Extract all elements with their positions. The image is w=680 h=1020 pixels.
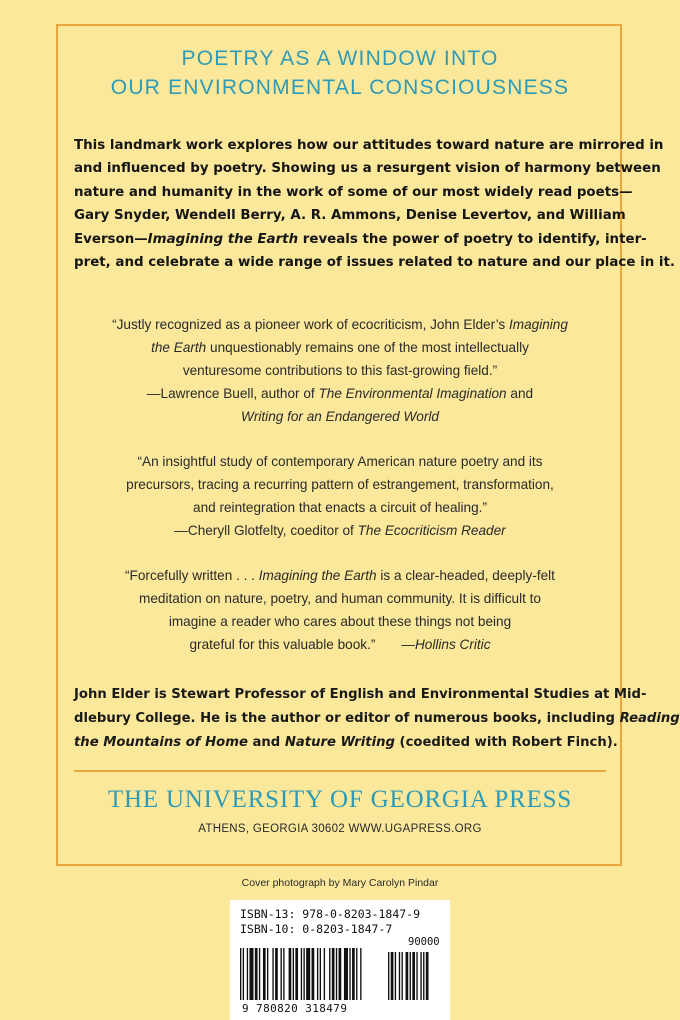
headline-line-1: POETRY AS A WINDOW INTO [181, 47, 499, 70]
ean-digits: 9 780820 318479 [242, 1002, 348, 1015]
quote-text: “Justly recognized as a pioneer work of ecocriticism, John Elder’s [112, 317, 509, 332]
barcode-bar [312, 948, 315, 1000]
publisher-name: THE UNIVERSITY OF GEORGIA PRESS [107, 786, 573, 813]
quote-text-italic: the Earth [151, 340, 207, 355]
quote-line [74, 633, 606, 656]
barcode-bar [240, 948, 241, 1000]
description-text: reveals the power of poetry to identify, inter- [298, 231, 647, 247]
barcode-bar [329, 948, 330, 1000]
barcode-bar [283, 948, 284, 1000]
quote-text: grateful for this valuable book.” [189, 637, 376, 652]
book-description [74, 134, 675, 274]
quote-line: “An insightful study of contemporary American nature poetry and its [137, 454, 543, 469]
barcode-bar [344, 948, 348, 1000]
headline [0, 44, 680, 102]
barcode-bar [360, 948, 361, 1000]
description-text: Everson— [74, 231, 148, 247]
barcode-bar [255, 948, 258, 1000]
bio-text: dlebury College. He is the author or editor of numerous books, including [74, 711, 620, 726]
quote-line: and reintegration that enacts a circuit of healing.” [193, 500, 487, 515]
isbn-13: ISBN-13: 978-0-8203-1847-9 [240, 907, 421, 921]
quote-text: —Cheryll Glotfelty, coeditor of [174, 523, 358, 538]
barcode-bar [243, 948, 244, 1000]
barcode-bar [416, 952, 417, 1000]
barcode-bar [388, 952, 389, 1000]
barcode-bar [247, 948, 248, 1000]
barcode-bar [412, 952, 415, 1000]
barcode-bar [303, 948, 304, 1000]
quote-attribution [74, 405, 606, 428]
barcode-bar [317, 948, 318, 1000]
bio-line [74, 707, 680, 731]
headline-line-2: OUR ENVIRONMENTAL CONSCIOUSNESS [110, 76, 570, 99]
barcode-bar [356, 948, 357, 1000]
barcode-bar [399, 952, 400, 1000]
description-line: This landmark work explores how our attitudes toward nature are mirrored in [74, 138, 664, 153]
barcode-bar [306, 948, 310, 1000]
divider-rule [74, 770, 606, 772]
quote-line [74, 336, 606, 359]
bio-text: (coedited with Robert Finch). [394, 735, 618, 750]
barcode-bar [426, 952, 429, 1000]
author-bio [74, 683, 680, 755]
barcode-bar [293, 948, 294, 1000]
barcode-bar [339, 948, 342, 1000]
quote-text: is a clear-headed, deeply-felt [376, 568, 555, 583]
description-line [74, 228, 647, 251]
quote-attribution [74, 519, 606, 542]
barcode-bar [336, 948, 337, 1000]
quote-line: imagine a reader who cares about these things not being [168, 614, 512, 629]
barcode-bar [324, 948, 325, 1000]
review-quote-glotfelty [74, 450, 606, 542]
barcode-bar [267, 948, 268, 1000]
quote-line [74, 564, 606, 587]
publisher-address: ATHENS, GEORGIA 30602 WWW.UGAPRESS.ORG [198, 823, 482, 835]
barcode-bar [281, 948, 282, 1000]
quote-text-italic: The Environmental Imagination [318, 386, 507, 401]
barcode-panel [230, 900, 450, 1020]
bio-text: and [247, 735, 285, 750]
quote-line: meditation on nature, poetry, and human community. It is difficult to [139, 591, 541, 606]
barcode-bar [349, 948, 350, 1000]
quote-text-italic: Writing for an Endangered World [241, 409, 439, 424]
barcode-bar [249, 948, 253, 1000]
quote-text: and [506, 386, 534, 401]
quote-text-italic: Imagining [508, 317, 568, 332]
barcode-bar [272, 948, 273, 1000]
barcode-bar [423, 952, 424, 1000]
barcode-bar [289, 948, 292, 1000]
barcode-bar [406, 952, 409, 1000]
barcode-bar [395, 952, 396, 1000]
barcode-bar [352, 948, 355, 1000]
quote-line [74, 313, 606, 336]
photo-credit: Cover photograph by Mary Carolyn Pindar [241, 877, 439, 889]
quote-attribution [74, 382, 606, 405]
barcode-bar [402, 952, 403, 1000]
description-line: nature and humanity in the work of some of our most widely read poets— [74, 184, 633, 200]
barcode-bar [391, 952, 394, 1000]
price-code: 90000 [408, 936, 440, 948]
description-line: Gary Snyder, Wendell Berry, A. R. Ammons, Denise Levertov, and William [74, 208, 626, 224]
barcode-bar [275, 948, 278, 1000]
barcode-bar [259, 948, 260, 1000]
quote-text-italic: Imagining the Earth [258, 568, 377, 583]
bio-text-italic: the Mountains of Home [74, 735, 248, 750]
book-title-italic: Imagining the Earth [147, 231, 299, 247]
barcode-bar [295, 948, 298, 1000]
isbn-10: ISBN-10: 0-8203-1847-7 [240, 922, 393, 936]
description-line: and influenced by poetry. Showing us a resurgent vision of harmony between [74, 161, 661, 177]
quote-text: unquestionably remains one of the most intellectually [206, 340, 529, 355]
barcode-bar [301, 948, 302, 1000]
barcode-bar [320, 948, 321, 1000]
barcode-bar [410, 952, 411, 1000]
review-quote-hollins [74, 564, 606, 656]
bio-line: John Elder is Stewart Professor of English and Environmental Studies at Mid- [74, 687, 647, 702]
barcode-bar [420, 952, 421, 1000]
quote-source-italic: Hollins Critic [414, 637, 491, 652]
description-line: pret, and celebrate a wide range of issues related to nature and our place in it. [74, 255, 675, 271]
barcode-bar [332, 948, 335, 1000]
bio-line [74, 731, 618, 755]
quote-line: precursors, tracing a recurring pattern of estrangement, transformation, [126, 477, 554, 492]
bio-text-italic: Nature Writing [284, 735, 395, 750]
barcode-bar [263, 948, 266, 1000]
quote-text-italic: The Ecocriticism Reader [357, 523, 506, 538]
review-quote-buell [74, 313, 606, 428]
quote-text: —Lawrence Buell, author of [146, 386, 319, 401]
quote-text: “Forcefully written . . . [125, 568, 259, 583]
bio-text-italic: Reading [619, 711, 680, 726]
quote-line: venturesome contributions to this fast-growing field.” [182, 363, 498, 378]
quote-text: — [401, 637, 415, 652]
